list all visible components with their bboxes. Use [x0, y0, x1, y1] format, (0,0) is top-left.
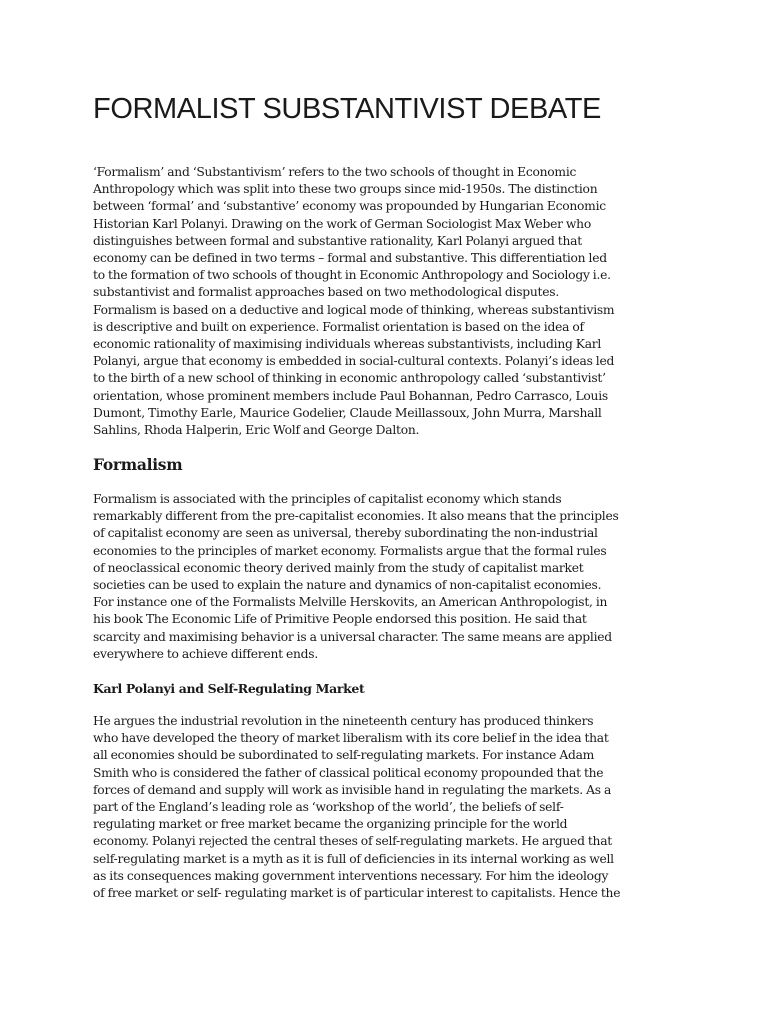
- paragraph-line: of free market or self- regulating market is of particular interest to capitalists. Hence the: [93, 886, 621, 901]
- paragraph-line: substantivist and formalist approaches based on two methodological disputes.: [93, 285, 559, 300]
- paragraph-line: forces of demand and supply will work as invisible hand in regulating the markets. As a: [93, 782, 612, 797]
- paragraph-line: Historian Karl Polanyi. Drawing on the work of German Sociologist Max Weber who: [93, 216, 591, 231]
- paragraph-line: to the birth of a new school of thinking in economic anthropology called ‘substantivist’: [93, 371, 606, 386]
- paragraph-line: distinguishes between formal and substantive rationality, Karl Polanyi argued that: [93, 233, 582, 248]
- paragraph-line: self-regulating market is a myth as it is full of deficiencies in its internal working as well: [93, 851, 614, 866]
- paragraph-line: regulating market or free market became the organizing principle for the world: [93, 817, 568, 832]
- paragraph-line: Sahlins, Rhoda Halperin, Eric Wolf and George Dalton.: [93, 423, 420, 438]
- paragraph-line: Dumont, Timothy Earle, Maurice Godelier, Claude Meillassoux, John Murra, Marshall: [93, 405, 602, 420]
- document-title: FORMALIST SUBSTANTIVIST DEBATE: [93, 93, 601, 125]
- paragraph-line: who have developed the theory of market liberalism with its core belief in the idea that: [93, 731, 609, 746]
- paragraph-line: between ‘formal’ and ‘substantive’ economy was propounded by Hungarian Economic: [93, 199, 606, 214]
- formalism-paragraph: [93, 491, 685, 663]
- paragraph-line: societies can be used to explain the nature and dynamics of non-capitalist economies.: [93, 578, 602, 593]
- paragraph-line: He argues the industrial revolution in the nineteenth century has produced thinkers: [93, 714, 594, 728]
- paragraph-line: to the formation of two schools of thought in Economic Anthropology and Sociology i.e.: [93, 268, 611, 283]
- paragraph-line: part of the England’s leading role as ‘workshop of the world’, the beliefs of self-: [93, 800, 564, 815]
- intro-paragraph: [93, 164, 685, 439]
- paragraph-line: economic rationality of maximising individuals whereas substantivists, including Karl: [93, 337, 602, 352]
- paragraph-line: as its consequences making government interventions necessary. For him the ideology: [93, 868, 609, 883]
- paragraph-line: economy can be defined in two terms – formal and substantive. This differentiation led: [93, 251, 607, 266]
- paragraph-line: economies to the principles of market economy. Formalists argue that the formal rules: [93, 543, 607, 558]
- paragraph-line: Polanyi, argue that economy is embedded in social-cultural contexts. Polanyi’s ideas led: [93, 354, 615, 369]
- formalism-heading: Formalism: [93, 455, 183, 474]
- paragraph-line: Anthropology which was split into these two groups since mid-1950s. The distinction: [93, 182, 598, 197]
- paragraph-line: scarcity and maximising behavior is a universal character. The same means are applied: [93, 629, 612, 644]
- paragraph-line: Formalism is based on a deductive and logical mode of thinking, whereas substantivism: [93, 302, 615, 317]
- paragraph-line: remarkably different from the pre-capitalist economies. It also means that the principles: [93, 509, 619, 524]
- paragraph-line: all economies should be subordinated to self-regulating markets. For instance Adam: [93, 748, 595, 763]
- paragraph-line: of capitalist economy are seen as universal, thereby subordinating the non-industrial: [93, 526, 598, 541]
- paragraph-line: Smith who is considered the father of classical political economy propounded that the: [93, 765, 604, 780]
- paragraph-line: is descriptive and built on experience. Formalist orientation is based on the idea of: [93, 319, 584, 334]
- paragraph-line: orientation, whose prominent members include Paul Bohannan, Pedro Carrasco, Louis: [93, 388, 608, 403]
- paragraph-line: of neoclassical economic theory derived mainly from the study of capitalist market: [93, 560, 584, 575]
- paragraph-line: Formalism is associated with the principles of capitalist economy which stands: [93, 492, 562, 506]
- paragraph-line: For instance one of the Formalists Melville Herskovits, an American Anthropologist, in: [93, 595, 608, 610]
- polanyi-paragraph: [93, 713, 685, 902]
- paragraph-line: everywhere to achieve different ends.: [93, 646, 318, 661]
- paragraph-line: economy. Polanyi rejected the central theses of self-regulating markets. He argued that: [93, 834, 612, 849]
- paragraph-line: ‘Formalism’ and ‘Substantivism’ refers to the two schools of thought in Economic: [93, 165, 577, 179]
- polanyi-heading: Karl Polanyi and Self-Regulating Market: [93, 681, 365, 696]
- paragraph-line: his book The Economic Life of Primitive People endorsed this position. He said that: [93, 612, 587, 627]
